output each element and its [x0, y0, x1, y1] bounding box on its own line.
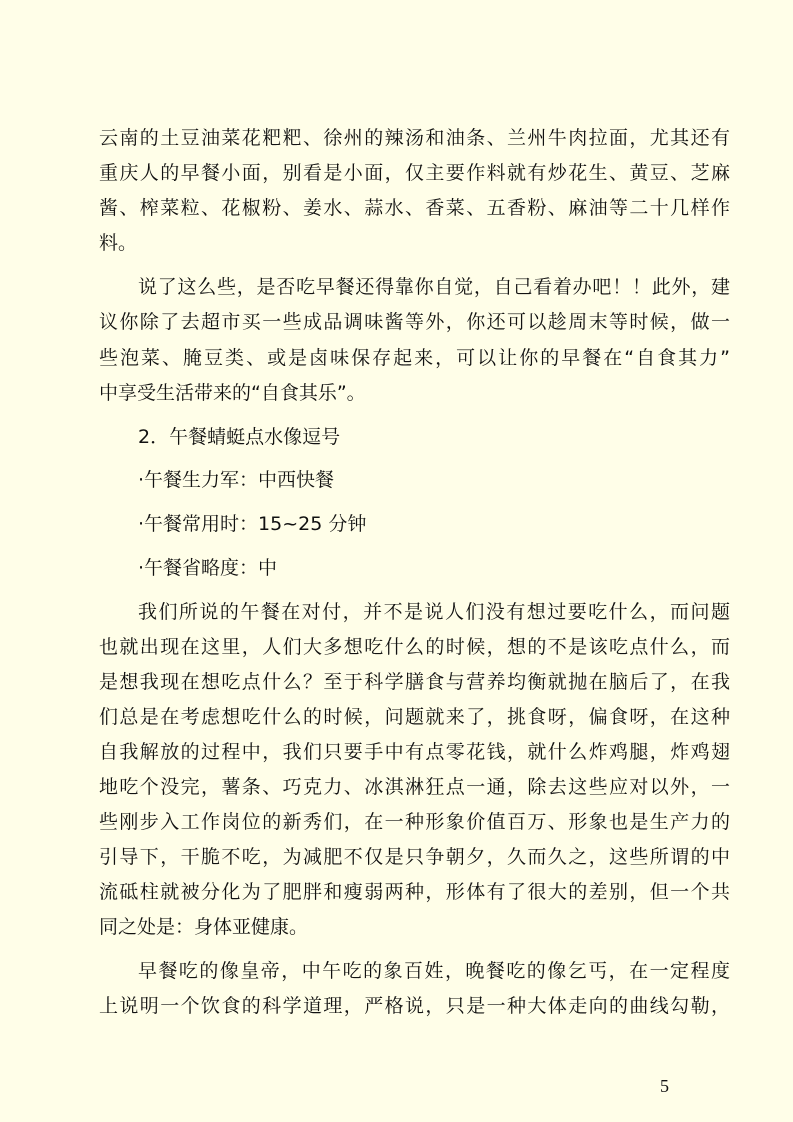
text-line: 地吃个没完，薯条、巧克力、冰淇淋狂点一通，除去这些应对以外，一 [99, 776, 730, 798]
bullet-item: ·午餐常用时：15~25 分钟 [138, 513, 367, 535]
bullet-item: ·午餐省略度：中 [138, 557, 278, 579]
section-heading: 2．午餐蜻蜓点水像逗号 [138, 426, 341, 448]
text-line: 料。 [99, 232, 138, 254]
text-line: 是想我现在想吃点什么？至于科学膳食与营养均衡就抛在脑后了，在我 [99, 671, 730, 693]
text-line: 重庆人的早餐小面，别看是小面，仅主要作料就有炒花生、黄豆、芝麻 [99, 162, 730, 184]
text-line: 上说明一个饮食的科学道理，严格说，只是一种大体走向的曲线勾勒， [99, 995, 730, 1017]
text-line: 们总是在考虑想吃什么的时候，问题就来了，挑食呀，偏食呀，在这种 [99, 706, 730, 728]
text-line: 说了这么些，是否吃早餐还得靠你自觉，自己看着办吧！！此外，建 [138, 276, 730, 298]
text-line: 也就出现在这里，人们大多想吃什么的时候，想的不是该吃点什么，而 [99, 636, 730, 658]
text-line: 流砥柱就被分化为了肥胖和瘦弱两种，形体有了很大的差别，但一个共 [99, 881, 730, 903]
text-line: 我们所说的午餐在对付，并不是说人们没有想过要吃什么，而问题 [138, 601, 730, 623]
text-line: 云南的土豆油菜花粑粑、徐州的辣汤和油条、兰州牛肉拉面，尤其还有 [99, 127, 730, 149]
text-line: 中享受生活带来的“自食其乐”。 [99, 382, 366, 404]
text-line: 些刚步入工作岗位的新秀们，在一种形象价值百万、形象也是生产力的 [99, 811, 730, 833]
text-line: 酱、榨菜粒、花椒粉、姜水、蒜水、香菜、五香粉、麻油等二十几样作 [99, 197, 730, 219]
text-line: 自我解放的过程中，我们只要手中有点零花钱，就什么炸鸡腿，炸鸡翅 [99, 741, 730, 763]
text-line: 同之处是：身体亚健康。 [99, 916, 309, 938]
bullet-item: ·午餐生力军：中西快餐 [138, 469, 335, 491]
text-line: 早餐吃的像皇帝，中午吃的象百姓，晚餐吃的像乞丐，在一定程度 [138, 960, 730, 982]
text-line: 些泡菜、腌豆类、或是卤味保存起来，可以让你的早餐在“自食其力” [99, 347, 730, 369]
text-line: 引导下，干脆不吃，为减肥不仅是只争朝夕，久而久之，这些所谓的中 [99, 846, 730, 868]
page-number: 5 [660, 1076, 669, 1096]
text-line: 议你除了去超市买一些成品调味酱等外，你还可以趁周末等时候，做一 [99, 311, 730, 333]
